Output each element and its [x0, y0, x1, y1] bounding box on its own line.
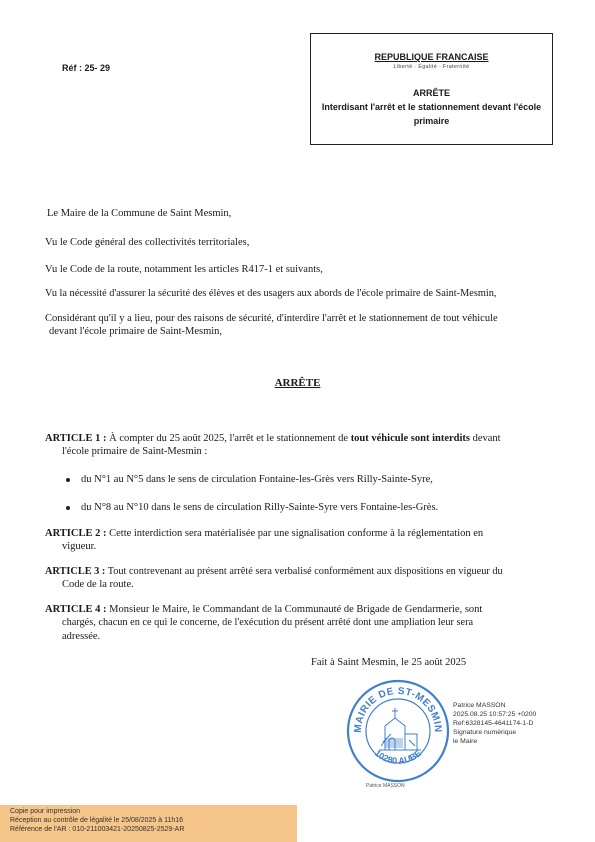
- footer-ar-reference: Référence de l'AR : 010-211003421-20250825-2529-AR: [10, 826, 185, 833]
- footer-reception: Réception au contrôle de légalité le 25/08/2025 à 11h16: [10, 817, 184, 824]
- article-3-line2: Code de la route.: [62, 579, 134, 590]
- article-4-label: ARTICLE 4 :: [45, 604, 107, 615]
- signature-reference: Ref:6328145-4641174-1-D: [453, 720, 534, 727]
- article-2: [45, 527, 483, 540]
- article-4: [45, 603, 482, 616]
- signatory-role: le Maire: [453, 738, 478, 745]
- decision-heading: ARRÊTE: [274, 377, 321, 389]
- preamble-mayor: Le Maire de la Commune de Saint Mesmin,: [47, 208, 232, 219]
- article-1: [45, 432, 501, 445]
- document-type-title: ARRÊTE: [412, 88, 450, 98]
- digital-signature: [453, 701, 536, 746]
- preamble-considerant-line1: Considérant qu'il y a lieu, pour des raisons de sécurité, d'interdire l'arrêt et le stationnement de tout véhicule: [45, 313, 498, 324]
- preamble-security: Vu la nécessité d'assurer la sécurité des élèves et des usagers aux abords de l'école primaire de Saint-Mesmin,: [45, 288, 497, 299]
- article-2-line1: Cette interdiction sera matérialisée par une signalisation conforme à la réglementation en: [109, 528, 484, 539]
- document-subject: Interdisant l'arrêt et le stationnement devant l'école primaire: [321, 102, 542, 126]
- signature-label: Signature numérique: [453, 729, 517, 736]
- bullet-icon: [66, 506, 70, 510]
- republic-motto: Liberté · Égalité · Fraternité: [393, 64, 470, 70]
- article-3: [45, 565, 503, 578]
- reference-number: Réf : 25- 29: [62, 63, 111, 73]
- preamble-cgct: Vu le Code général des collectivités territoriales,: [45, 237, 250, 248]
- article-1-text-b: devant: [472, 433, 501, 444]
- article-3-line1: Tout contrevenant au présent arrêté sera verbalisé conformément aux dispositions en vigueur du: [107, 566, 503, 577]
- seal-bottom-text: 10280 AUBE: [372, 747, 424, 766]
- preamble-code-route: Vu le Code de la route, notamment les articles R417-1 et suivants,: [45, 264, 323, 275]
- seal-top-text: MAIRIE DE ST-MESMIN: [352, 685, 444, 734]
- footer-copy-label: Copie pour impression: [10, 808, 81, 815]
- header-box: [310, 33, 553, 145]
- article-3-label: ARTICLE 3 :: [45, 566, 106, 577]
- article-2-line2: vigueur.: [62, 541, 97, 552]
- article-1-bullet-1: du N°1 au N°5 dans le sens de circulation Fontaine-les-Grès vers Rilly-Sainte-Syre,: [81, 474, 433, 485]
- signature-date: 2025.08.25 10:57:25 +0200: [453, 711, 537, 718]
- article-4-line1: Monsieur le Maire, le Commandant de la Communauté de Brigade de Gendarmerie, sont: [109, 604, 483, 615]
- article-1-text-bold: tout véhicule sont interdits: [350, 433, 470, 444]
- republique-francaise-title: REPUBLIQUE FRANCAISE: [374, 52, 489, 62]
- town-hall-seal-icon: [345, 678, 451, 784]
- article-4-line2: chargés, chacun en ce qui le concerne, de l'exécution du présent arrêté dont une ampliation leur sera: [62, 617, 474, 628]
- signatory-name: Patrice MASSON: [453, 702, 506, 709]
- article-1-text-a: À compter du 25 août 2025, l'arrêt et le stationnement de: [109, 433, 349, 444]
- done-at-date: Fait à Saint Mesmin, le 25 août 2025: [311, 657, 467, 668]
- article-1-label: ARTICLE 1 :: [45, 433, 107, 444]
- article-4-line3: adressée.: [62, 631, 101, 642]
- article-1-bullet-2: du N°8 au N°10 dans le sens de circulation Rilly-Sainte-Syre vers Fontaine-les-Grès.: [81, 502, 439, 513]
- preamble-considerant-line2: devant l'école primaire de Saint-Mesmin,: [49, 326, 223, 337]
- bullet-icon: [66, 478, 70, 482]
- legality-footer: [0, 805, 297, 842]
- article-1-line2: l'école primaire de Saint-Mesmin :: [62, 446, 208, 457]
- article-2-label: ARTICLE 2 :: [45, 528, 107, 539]
- seal-signatory-name: Patrice MASSON: [366, 783, 405, 789]
